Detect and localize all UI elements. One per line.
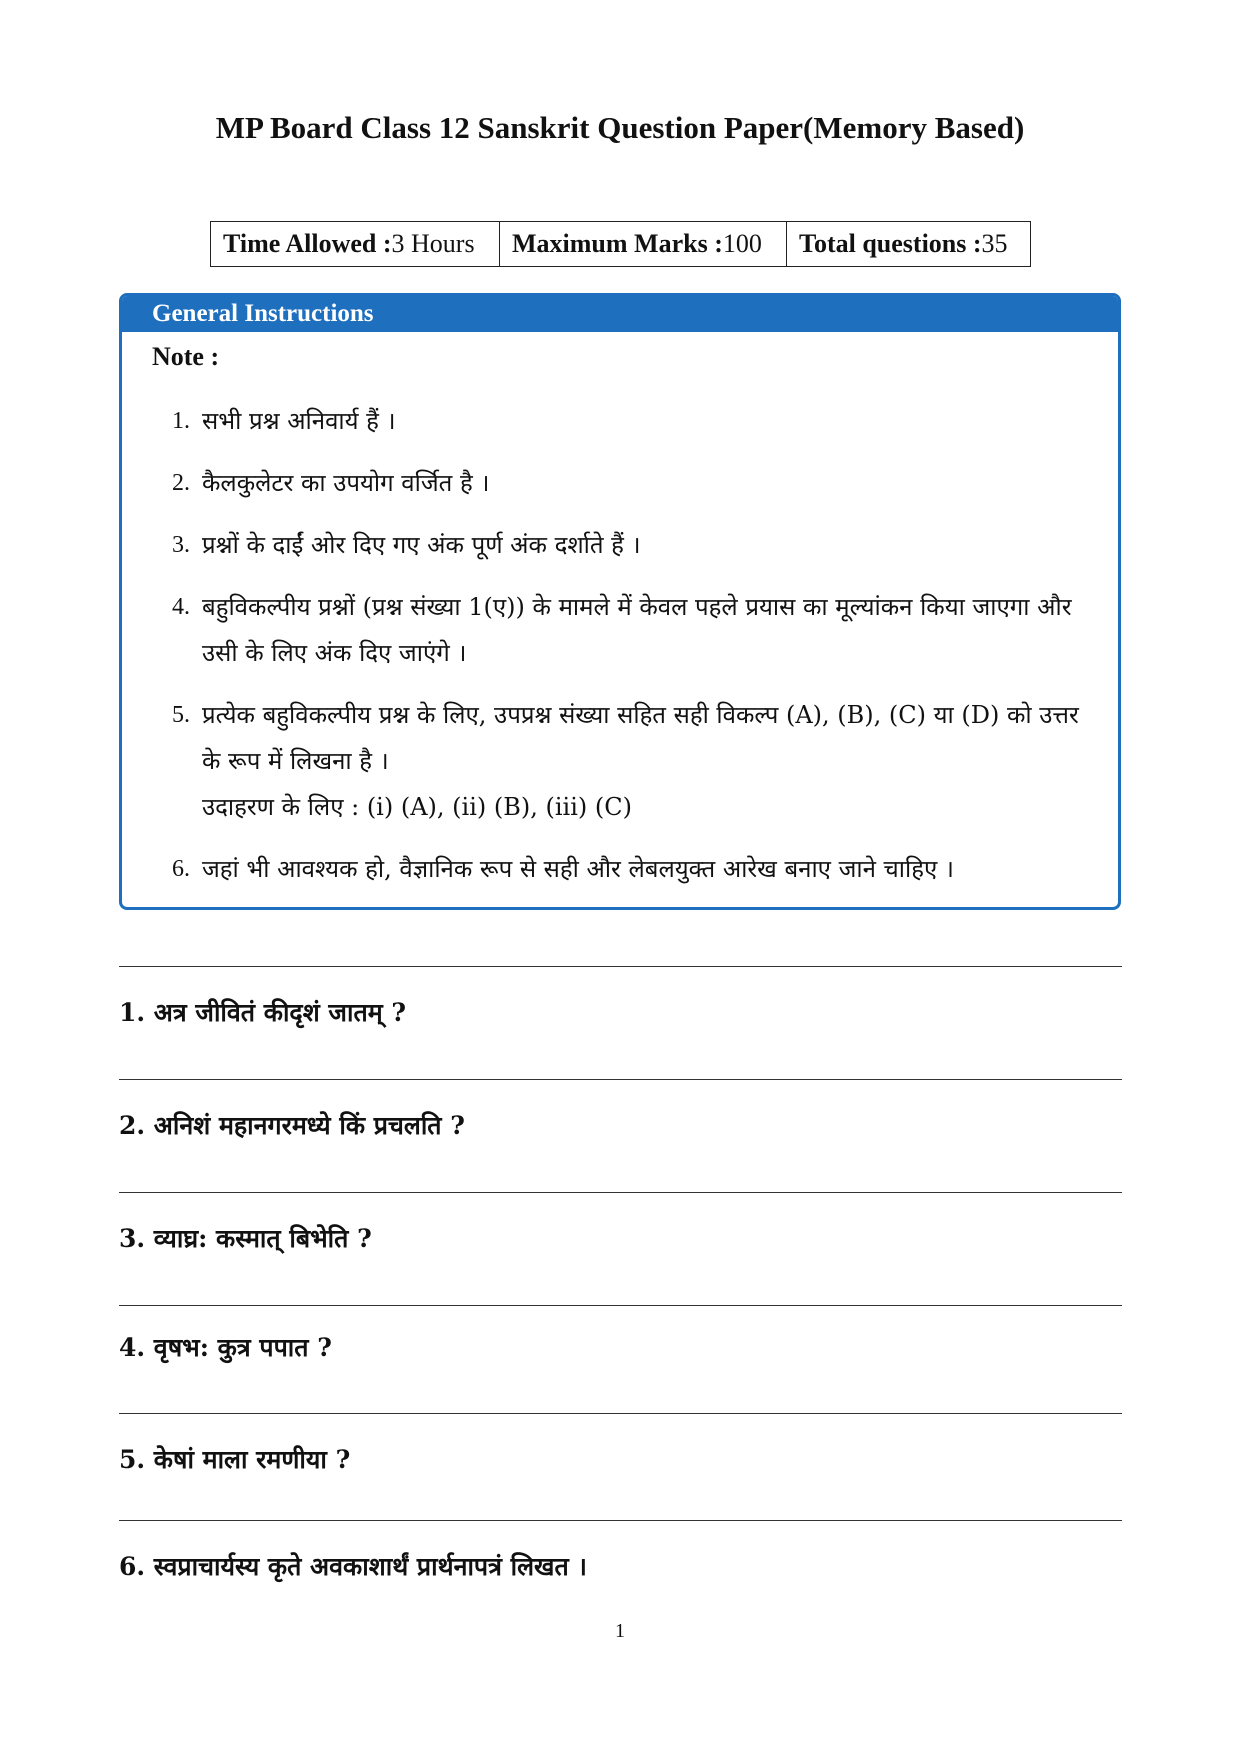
time-allowed-cell [211, 222, 500, 267]
divider [119, 1413, 1122, 1414]
general-instructions-box [119, 293, 1121, 910]
instruction-example: उदाहरण के लिए : (i) (A), (ii) (B), (iii) (C) [202, 793, 632, 821]
instruction-body [202, 692, 1102, 830]
divider [119, 966, 1122, 967]
instruction-number: 6. [172, 856, 190, 882]
question-1: 1. अत्र जीवितं कीदृशं जातम् ? [119, 998, 406, 1027]
instruction-text: बहुविकल्पीय प्रश्नों (प्रश्न संख्या 1(ए)) के मामले में केवल पहले प्रयास का मूल्यांकन किया जाएगा और उसी के लिए अंक दिए जाएंगे । [202, 593, 1072, 667]
exam-meta-table [210, 221, 1031, 267]
instruction-number: 3. [172, 532, 190, 558]
instruction-item [172, 692, 1102, 830]
instruction-text: जहां भी आवश्यक हो, वैज्ञानिक रूप से सही और लेबलयुक्त आरेख बनाए जाने चाहिए । [202, 855, 954, 883]
instruction-text: प्रश्नों के दाईं ओर दिए गए अंक पूर्ण अंक दर्शाते हैं । [202, 531, 641, 559]
instruction-text: सभी प्रश्न अनिवार्य हैं । [202, 407, 396, 435]
instruction-number: 4. [172, 594, 190, 620]
instruction-item [172, 522, 1102, 568]
divider [119, 1520, 1122, 1521]
maximum-marks-cell [500, 222, 787, 267]
instruction-item [172, 584, 1102, 676]
instruction-item [172, 398, 1102, 444]
instruction-text: कैलकुलेटर का उपयोग वर्जित है । [202, 469, 490, 497]
page-number: 1 [615, 1620, 625, 1642]
question-3: 3. व्याघ्र: कस्मात् बिभेति ? [119, 1224, 372, 1253]
time-allowed-value: 3 Hours [391, 229, 475, 258]
question-6: 6. स्वप्राचार्यस्य कृते अवकाशार्थं प्रार्थनापत्रं लिखत । [119, 1552, 587, 1581]
divider [119, 1079, 1122, 1080]
instruction-list [172, 398, 1102, 908]
instruction-number: 1. [172, 408, 190, 434]
question-5: 5. केषां माला रमणीया ? [119, 1445, 351, 1474]
maximum-marks-label: Maximum Marks : [512, 229, 723, 258]
instructions-heading: General Instructions [122, 296, 1118, 332]
instruction-item [172, 460, 1102, 506]
divider [119, 1305, 1122, 1306]
question-4: 4. वृषभ: कुत्र पपात ? [119, 1333, 332, 1362]
question-2: 2. अनिशं महानगरमध्ये किं प्रचलति ? [119, 1111, 465, 1140]
divider [119, 1192, 1122, 1193]
page-title: MP Board Class 12 Sanskrit Question Paper(Memory Based) [215, 110, 1025, 145]
time-allowed-label: Time Allowed : [223, 229, 392, 258]
instruction-number: 5. [172, 702, 190, 728]
instruction-text: प्रत्येक बहुविकल्पीय प्रश्न के लिए, उपप्रश्न संख्या सहित सही विकल्प (A), (B), (C) या (D) को उत्तर के रूप में लिखना है । [202, 701, 1079, 775]
total-questions-value: 35 [981, 229, 1008, 258]
note-label: Note : [152, 342, 220, 371]
total-questions-cell [787, 222, 1031, 267]
instruction-number: 2. [172, 470, 190, 496]
maximum-marks-value: 100 [722, 229, 762, 258]
total-questions-label: Total questions : [799, 229, 982, 258]
instruction-item [172, 846, 1102, 892]
